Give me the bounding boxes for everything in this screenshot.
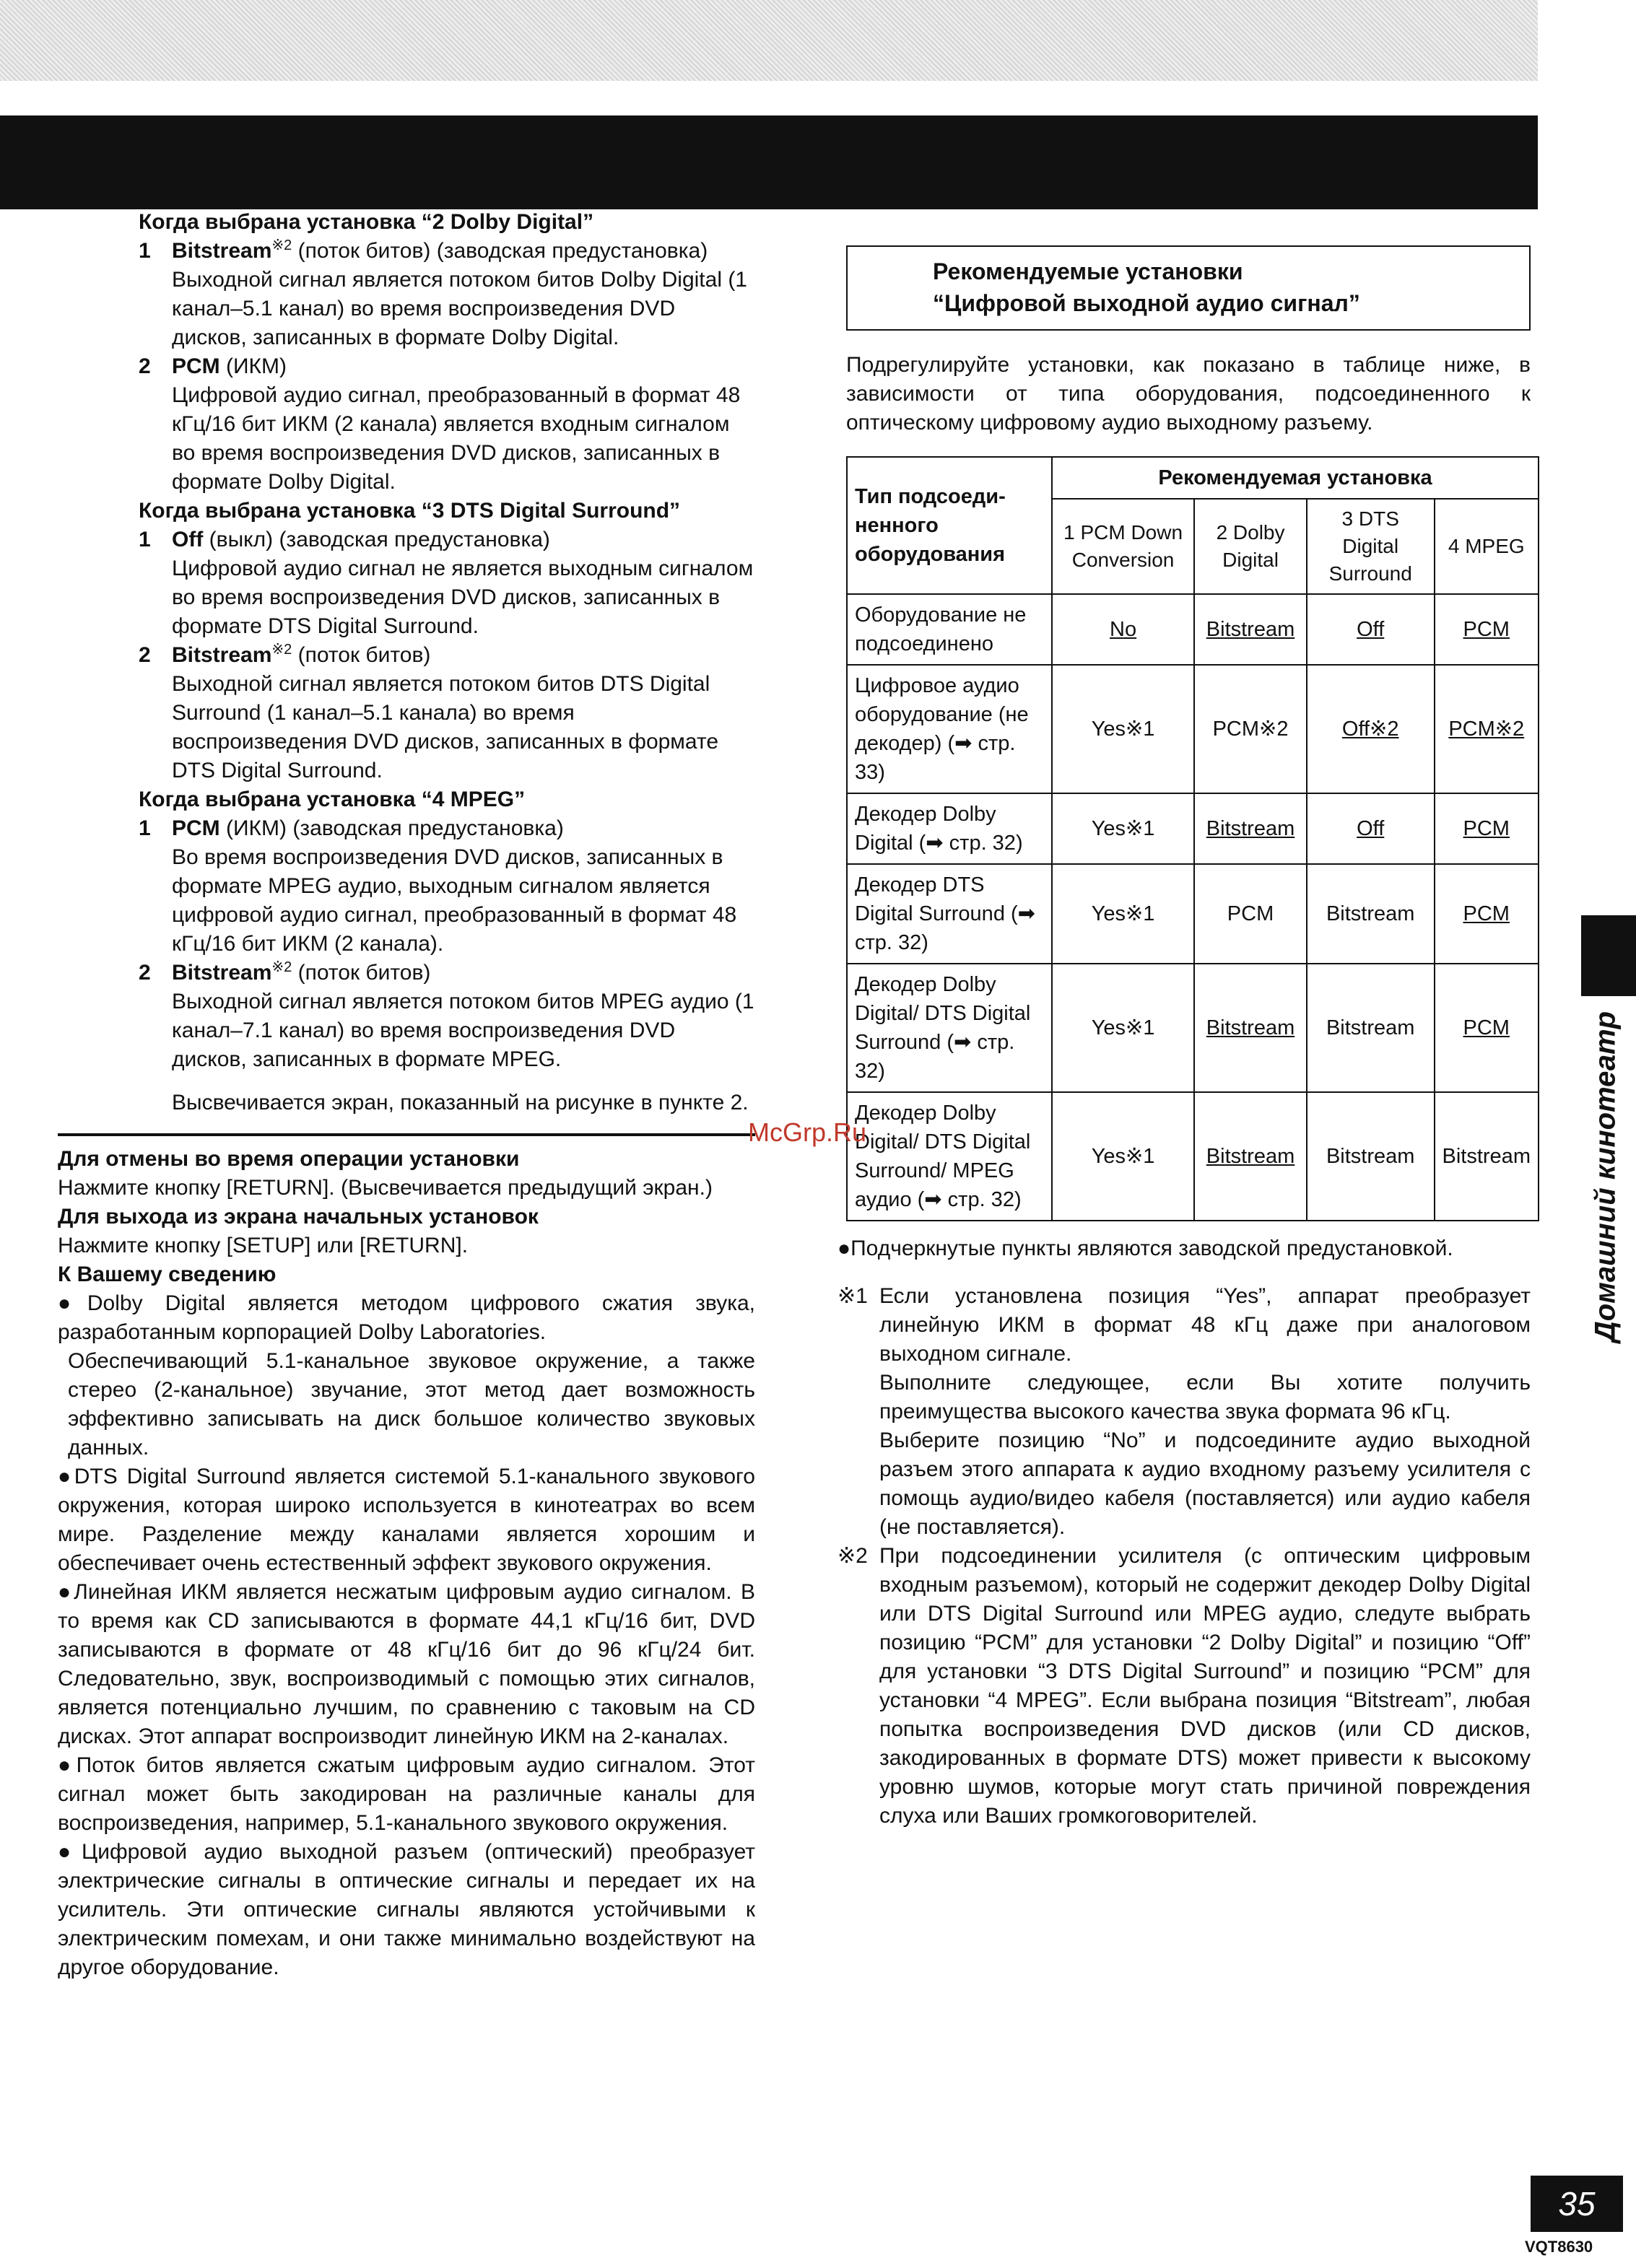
list-item: 2 Bitstream$^{※2}$ (поток битов) Выходной сигнал является потоком битов DTS Digital Surround (1 канал–5.1 канала) во время воспроизведения DVD дисков, записанных в формате DTS Digital Surround.	[139, 641, 755, 785]
list-item: 2 Bitstream$^{※2}$ (поток битов) Выходной сигнал является потоком битов MPEG аудио (1 канал–7.1 канал) во время воспроизведения DVD дисков, записанных в формате MPEG.	[139, 959, 755, 1074]
left-column	[58, 208, 755, 1982]
watermark: McGrp.Ru	[748, 1117, 867, 1147]
item-description: Выходной сигнал является потоком битов DTS Digital Surround (1 канал–5.1 канала) во время воспроизведения DVD дисков, записанных в формате DTS Digital Surround.	[172, 672, 719, 782]
list-item: 2 PCM (ИКМ) Цифровой аудио сигнал, преобразованный в формат 48 кГц/16 бит ИКМ (2 канала) является входным сигналом во время воспроизведения DVD дисков, записанных в формате Dolby Digital.	[139, 352, 755, 497]
section-heading-dts: Когда выбрана установка “3 DTS Digital Surround”	[139, 499, 681, 523]
item-description: Цифровой аудио сигнал, преобразованный в формат 48 кГц/16 бит ИКМ (2 канала) является входным сигналом во время воспроизведения DVD дисков, записанных в формате Dolby Digital.	[172, 383, 741, 494]
exit-text: Нажмите кнопку [SETUP] или [RETURN].	[58, 1234, 469, 1257]
table-row: Цифровое аудио оборудование (не декодер) (➡ стр. 33) Yes※1 PCM※2 Off※2 PCM※2	[847, 665, 1539, 793]
bullet-item: ●Линейная ИКМ является несжатым цифровым аудио сигналом. В то время как CD записываются в формате 44,1 кГц/16 бит, DVD записываются в формате от 48 кГц/16 бит до 96 кГц/24 бит. Следовательно, звук, воспроизводимый с помощью этих сигналов, является потенциально лучшим, по сравнению с таковым на CD дисках. Этот аппарат воспроизводит линейную ИКМ на 2-каналах.	[58, 1580, 755, 1748]
page-code: VQT8630	[1525, 2238, 1593, 2256]
recommended-settings-box	[846, 245, 1531, 331]
page-number: 35	[1531, 2176, 1623, 2232]
bullet-item: ●DTS Digital Surround является системой 5.1-канального звукового окружения, которая широко используется в кинотеатрах во всем мире. Разделение между каналами является хорошим и обеспечивает очень естественный эффект звукового окружения.	[58, 1465, 755, 1575]
table-header-group: Рекомендуемая установка	[1052, 457, 1539, 499]
table-row: Оборудование не подсоединено No Bitstream Off PCM	[847, 594, 1539, 665]
list-item: 1 Bitstream$^{※2}$ (поток битов) (заводская предустановка) Выходной сигнал является потоком битов Dolby Digital (1 канал–5.1 канал) во время воспроизведения DVD дисков, записанных в формате Dolby Digital.	[139, 237, 755, 352]
bullet-item: ●Dolby Digital является методом цифрового сжатия звука, разработанным корпорацией Dolby Laboratories.	[58, 1291, 755, 1344]
screen-note: Высвечивается экран, показанный на рисунке в пункте 2.	[172, 1091, 749, 1115]
table-row: Декодер Dolby Digital (➡ стр. 32) Yes※1 Bitstream Off PCM	[847, 793, 1539, 864]
item-description: Выходной сигнал является потоком битов MPEG аудио (1 канал–7.1 канал) во время воспроизведения DVD дисков, записанных в формате MPEG.	[172, 990, 754, 1071]
side-section-label: Домашний кинотеатр	[1589, 1011, 1622, 1343]
footnote-1: ※1 Если установлена позиция “Yes”, аппарат преобразует линейную ИКМ в формат 48 кГц даже при аналоговом выходном сигнале. Выполните следующее, если Вы хотите получить преимущества высокого качества звука формата 96 кГц. Выберите позицию “No” и подсоедините аудио выходной разъем этого аппарата к аудио входному разъему усилителя с помощь аудио/видео кабеля (поставляется) или аудио кабеля (не поставляется).	[837, 1284, 1531, 1539]
table-header-type: Тип подсоеди-ненного оборудования	[847, 457, 1052, 594]
list-item: 1 PCM (ИКМ) (заводская предустановка) Во время воспроизведения DVD дисков, записанных в формате MPEG аудио, выходным сигналом является цифровой аудио сигнал, преобразованный в формат 48 кГц/16 бит ИКМ (2 канала).	[139, 814, 755, 959]
item-description: Цифровой аудио сигнал не является выходным сигналом во время воспроизведения DVD дисков, записанных в формате DTS Digital Surround.	[172, 557, 754, 638]
column-header: 4 MPEG	[1435, 499, 1539, 594]
box-title-line2: “Цифровой выходной аудио сигнал”	[933, 290, 1360, 316]
side-tab-marker	[1581, 915, 1636, 996]
cancel-text: Нажмите кнопку [RETURN]. (Высвечивается предыдущий экран.)	[58, 1176, 713, 1200]
info-heading: К Вашему сведению	[58, 1262, 277, 1286]
column-header: 3 DTS Digital Surround	[1307, 499, 1435, 594]
item-description: Во время воспроизведения DVD дисков, записанных в формате MPEG аудио, выходным сигналом является цифровой аудио сигнал, преобразованный в формат 48 кГц/16 бит ИКМ (2 канала).	[172, 845, 737, 956]
footnote-2: ※2 При подсоединении усилителя (с оптическим цифровым входным разъемом), который не содержит декодер Dolby Digital или DTS Digital Surround или MPEG аудио, следуте выбрать позицию “PCM” для установки “2 Dolby Digital” и позицию “Off” для установки “3 DTS Digital Surround” и позицию “PCM” для установки “4 MPEG”. Если выбрана позиция “Bitstream”, любая попытка воспроизведения DVD дисков (или CD дисков, закодированных в формате DTS) может привести к высокому уровню шумов, которые могут стать причиной повреждения слуха или Ваших громкоговорителей.	[837, 1544, 1531, 1828]
column-header: 2 Dolby Digital	[1194, 499, 1307, 594]
intro-text: Подрегулируйте установки, как показано в таблице ниже, в зависимости от типа оборудования, подсоединенного к оптическому цифровому аудио выходному разъему.	[846, 353, 1531, 435]
section-heading-dolby: Когда выбрана установка “2 Dolby Digital”	[139, 210, 594, 234]
bullet-continuation: Обеспечивающий 5.1-канальное звуковое окружение, а также стерео (2-канальное) звучание, этот метод дает возможность эффективно записывать на диск большое количество звуковых данных.	[68, 1349, 755, 1460]
bullet-item: ●Поток битов является сжатым цифровым аудио сигналом. Этот сигнал может быть закодирован на различные каналы для воспроизведения, например, 5.1-канального звукового окружения.	[58, 1753, 755, 1835]
cancel-heading: Для отмены во время операции установки	[58, 1147, 520, 1171]
list-item: 1 Off (выкл) (заводская предустановка) Цифровой аудио сигнал не является выходным сигналом во время воспроизведения DVD дисков, записанных в формате DTS Digital Surround.	[139, 525, 755, 641]
table-row: Декодер DTS Digital Surround (➡ стр. 32) Yes※1 PCM Bitstream PCM	[847, 864, 1539, 964]
divider	[58, 1133, 755, 1136]
box-title-line1: Рекомендуемые установки	[933, 258, 1243, 284]
bullet-item: ●Цифровой аудио выходной разъем (оптический) преобразует электрические сигналы в оптические сигналы и передает их на усилитель. Эти оптические сигналы являются устойчивыми к электрическим помехам, и они также минимально воздействуют на другое оборудование.	[58, 1840, 755, 1979]
table-row: Декодер Dolby Digital/ DTS Digital Surround (➡ стр. 32) Yes※1 Bitstream Bitstream PCM	[847, 964, 1539, 1092]
table-row: Декодер Dolby Digital/ DTS Digital Surround/ MPEG аудио (➡ стр. 32) Yes※1 Bitstream Bitstream Bitstream	[847, 1092, 1539, 1221]
header-band	[0, 115, 1538, 209]
column-header: 1 PCM Down Conversion	[1052, 499, 1194, 594]
right-column	[837, 245, 1531, 1831]
section-heading-mpeg: Когда выбрана установка “4 MPEG”	[139, 788, 526, 811]
settings-table	[846, 456, 1539, 1221]
header-texture	[0, 0, 1538, 81]
underline-note: ●Подчеркнутые пункты являются заводской предустановкой.	[837, 1237, 1453, 1260]
exit-heading: Для выхода из экрана начальных установок	[58, 1205, 539, 1229]
item-description: Выходной сигнал является потоком битов Dolby Digital (1 канал–5.1 канал) во время воспроизведения DVD дисков, записанных в формате Dolby Digital.	[172, 268, 747, 349]
